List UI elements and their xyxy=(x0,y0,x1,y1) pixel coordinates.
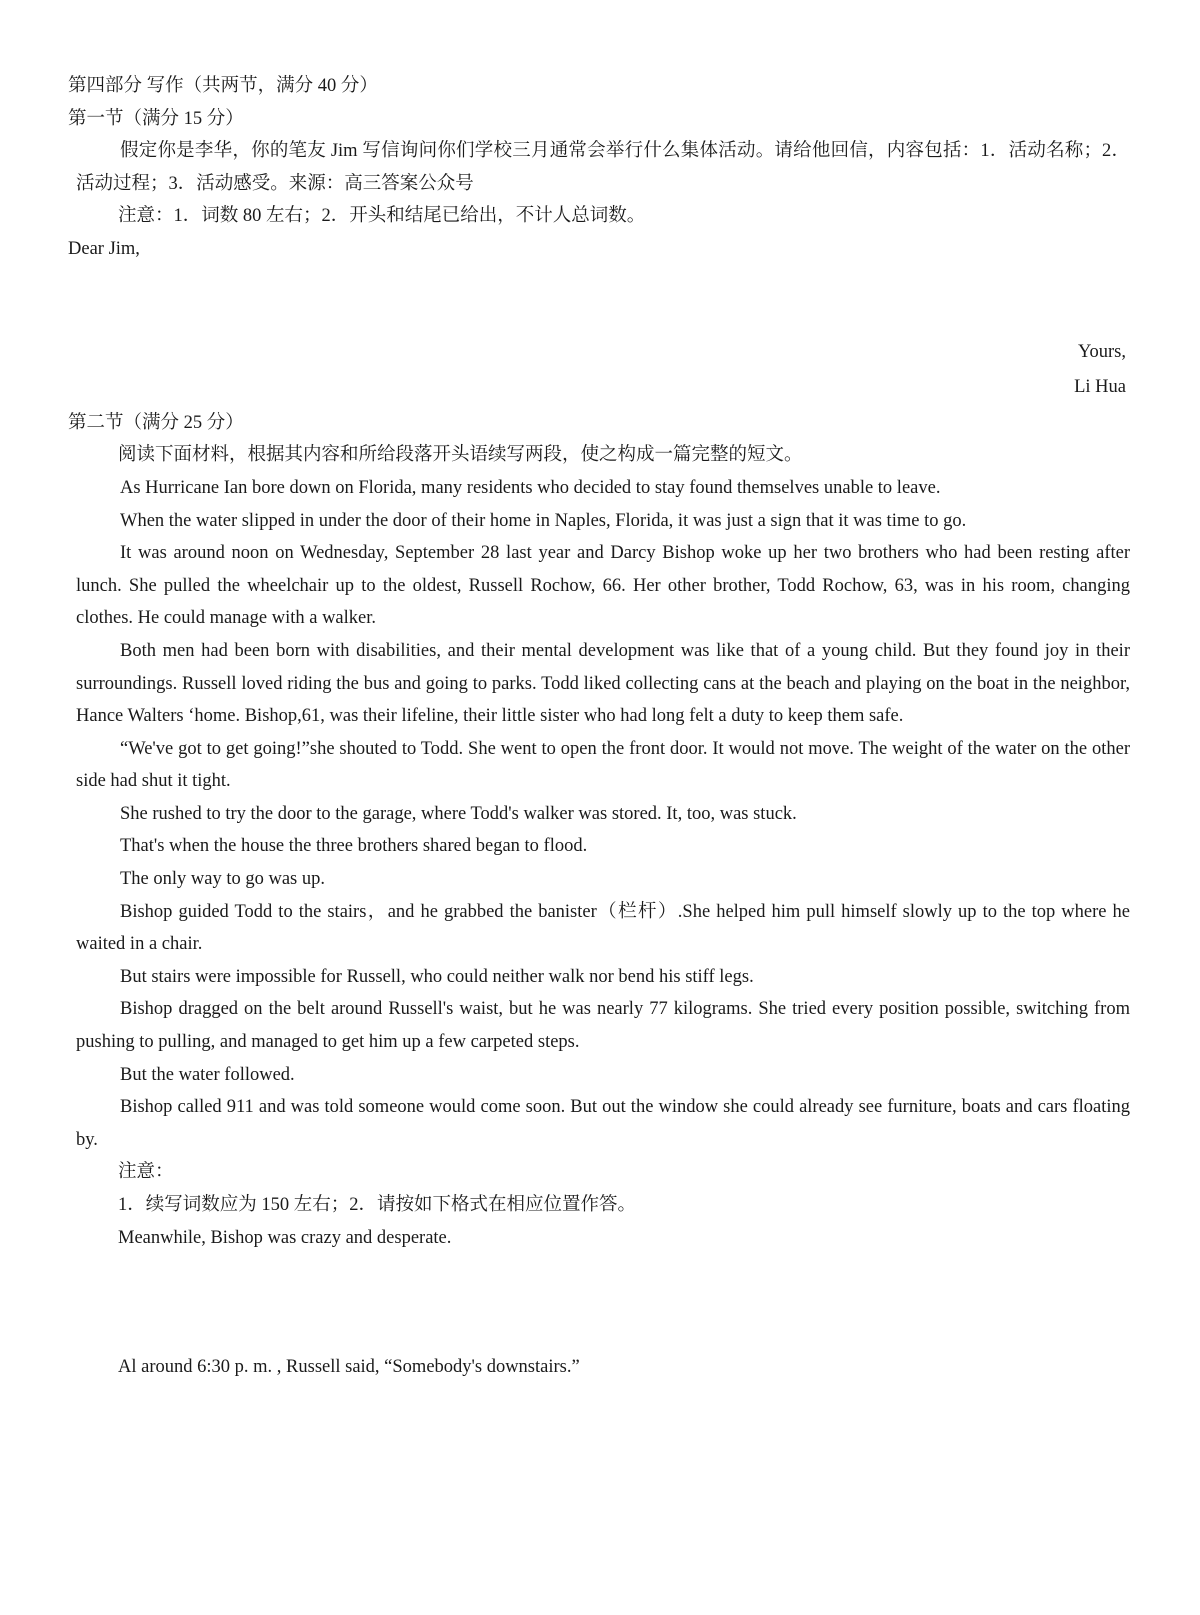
story-paragraph: But stairs were impossible for Russell, who could neither walk nor bend his stiff legs. xyxy=(120,966,754,987)
story-paragraph: But the water followed. xyxy=(120,1064,295,1085)
section1-prompt: 假定你是李华，你的笔友 Jim 写信询问你们学校三月通常会举行什么集体活动。请给他回信，内容包括：1．活动名称；2．活动过程；3．活动感受。来源：高三答案公众号 xyxy=(76,141,1130,194)
section2-title: 第二节（满分 25 分） xyxy=(68,412,244,433)
story-paragraph: “We've got to get going!”she shouted to Todd. She went to open the front door. It would not move. The weight of the water on the other side had shut it tight. xyxy=(76,738,1130,792)
story-paragraph: The only way to go was up. xyxy=(120,869,326,890)
section1-title: 第一节（满分 15 分） xyxy=(68,108,244,129)
continuation-start-2: Al around 6:30 p. m. , Russell said, “Somebody's downstairs.” xyxy=(118,1357,580,1378)
writing-space-paragraph-1 xyxy=(68,1254,1130,1351)
letter-salutation: Dear Jim, xyxy=(68,238,140,259)
story-paragraph: When the water slipped in under the door of their home in Naples, Florida, it was just a sign that it was time to go. xyxy=(120,510,967,531)
continuation-start-1: Meanwhile, Bishop was crazy and desperate. xyxy=(118,1227,452,1248)
story-paragraph: She rushed to try the door to the garage, where Todd's walker was stored. It, too, was stuck. xyxy=(120,803,797,824)
letter-closing: Yours, xyxy=(1078,341,1126,362)
section2-note-items: 1．续写词数应为 150 左右；2．请按如下格式在相应位置作答。 xyxy=(118,1195,637,1215)
story-paragraph: As Hurricane Ian bore down on Florida, many residents who decided to stay found themselves unable to leave. xyxy=(120,477,941,498)
story-paragraph: Bishop dragged on the belt around Russell's waist, but he was nearly 77 kilograms. She tried every position possible, switching from pushing to pulling, and managed to get him up a few carpeted steps. xyxy=(76,999,1130,1053)
story-paragraph: That's when the house the three brothers shared began to flood. xyxy=(120,836,588,857)
section2-note-label: 注意： xyxy=(118,1162,174,1183)
story-paragraph: Bishop called 911 and was told someone would come soon. But out the window she could already see furniture, boats and cars floating by. xyxy=(76,1097,1130,1150)
part-title: 第四部分 写作（共两节，满分 40 分） xyxy=(68,76,378,96)
story-paragraph: Both men had been born with disabilities, and their mental development was like that of a young child. But they found joy in their surroundings. Russell loved riding the bus and going to parks. Todd liked collecting cans at the beach and playing on the boat in the neighbor, Hance Walters ‘home. Bishop,61, was their lifeline, their little sister who had long felt a duty to keep them safe. xyxy=(76,640,1130,727)
story-paragraph: Bishop guided Todd to the stairs，and he grabbed the banister（栏杆）.She helped him pull himself slowly up to the top where he waited in a chair. xyxy=(76,901,1130,955)
section1-note: 注意：1．词数 80 左右；2．开头和结尾已给出，不计人总词数。 xyxy=(118,206,646,227)
section2-instruction: 阅读下面材料，根据其内容和所给段落开头语续写两段，使之构成一篇完整的短文。 xyxy=(118,445,803,466)
letter-signature: Li Hua xyxy=(1074,377,1126,398)
writing-space-letter xyxy=(68,266,1130,332)
story-paragraph: It was around noon on Wednesday, September 28 last year and Darcy Bishop woke up her two brothers who had been resting after lunch. She pulled the wheelchair up to the oldest, Russell Rochow, 66. Her other brother, Todd Rochow, 63, was in his room, changing clothes. He could manage with a walker. xyxy=(76,543,1130,629)
